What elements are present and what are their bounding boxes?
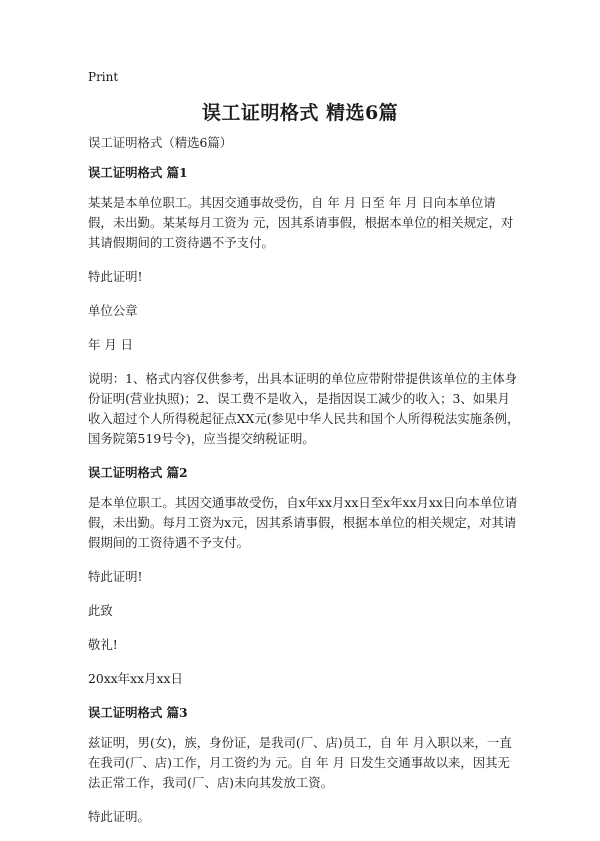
paragraph: 说明：1、格式内容仅供参考，出具本证明的单位应带附带提供该单位的主体身份证明(营业执照)；2、误工费不是收入，是指因误工减少的收入；3、如果月收入超过个人所得税起征点XX元(参见中华人民共和国个人所得税法实施条例，国务院第519号令)，应当提交纳税证明。 (88, 371, 520, 446)
section-heading: 误工证明格式 篇1 (88, 165, 188, 180)
paragraph: 单位公章 (88, 303, 138, 318)
paragraph: 兹证明，男(女)，族，身份证，是我司(厂、店)员工，自 年 月入职以来，一直在我司(厂、店)工作，月工资约为 元。自 年 月 日发生交通事故以来，因其无法正常工作，我司(厂、店)未向其发放工资。 (88, 735, 512, 790)
section-heading: 误工证明格式 篇3 (88, 705, 188, 720)
paragraph: 特此证明。 (88, 809, 150, 824)
paragraph: 是本单位职工。其因交通事故受伤，自x年xx月xx日至x年xx月xx日向本单位请假，未出勤。每月工资为x元，因其系请事假，根据本单位的相关规定，对其请假期间的工资待遇不予支付。 (88, 495, 518, 550)
paragraph: 年 月 日 (88, 337, 134, 352)
print-label: Print (88, 70, 119, 84)
paragraph: 此致 (88, 603, 113, 618)
section-heading: 误工证明格式 篇2 (88, 465, 188, 480)
document-subtitle: 误工证明格式（精选6篇） (88, 135, 233, 150)
paragraph: 20xx年xx月xx日 (88, 671, 183, 686)
paragraph: 特此证明! (88, 269, 143, 284)
paragraph: 敬礼! (88, 637, 118, 652)
paragraph: 特此证明! (88, 569, 143, 584)
document-title: 误工证明格式 精选6篇 (201, 102, 399, 124)
document-body (88, 133, 520, 841)
paragraph: 某某是本单位职工。其因交通事故受伤，自 年 月 日至 年 月 日向本单位请假，未出勤。某某每月工资为 元，因其系请事假，根据本单位的相关规定，对其请假期间的工资待遇不予支付。 (88, 195, 514, 250)
